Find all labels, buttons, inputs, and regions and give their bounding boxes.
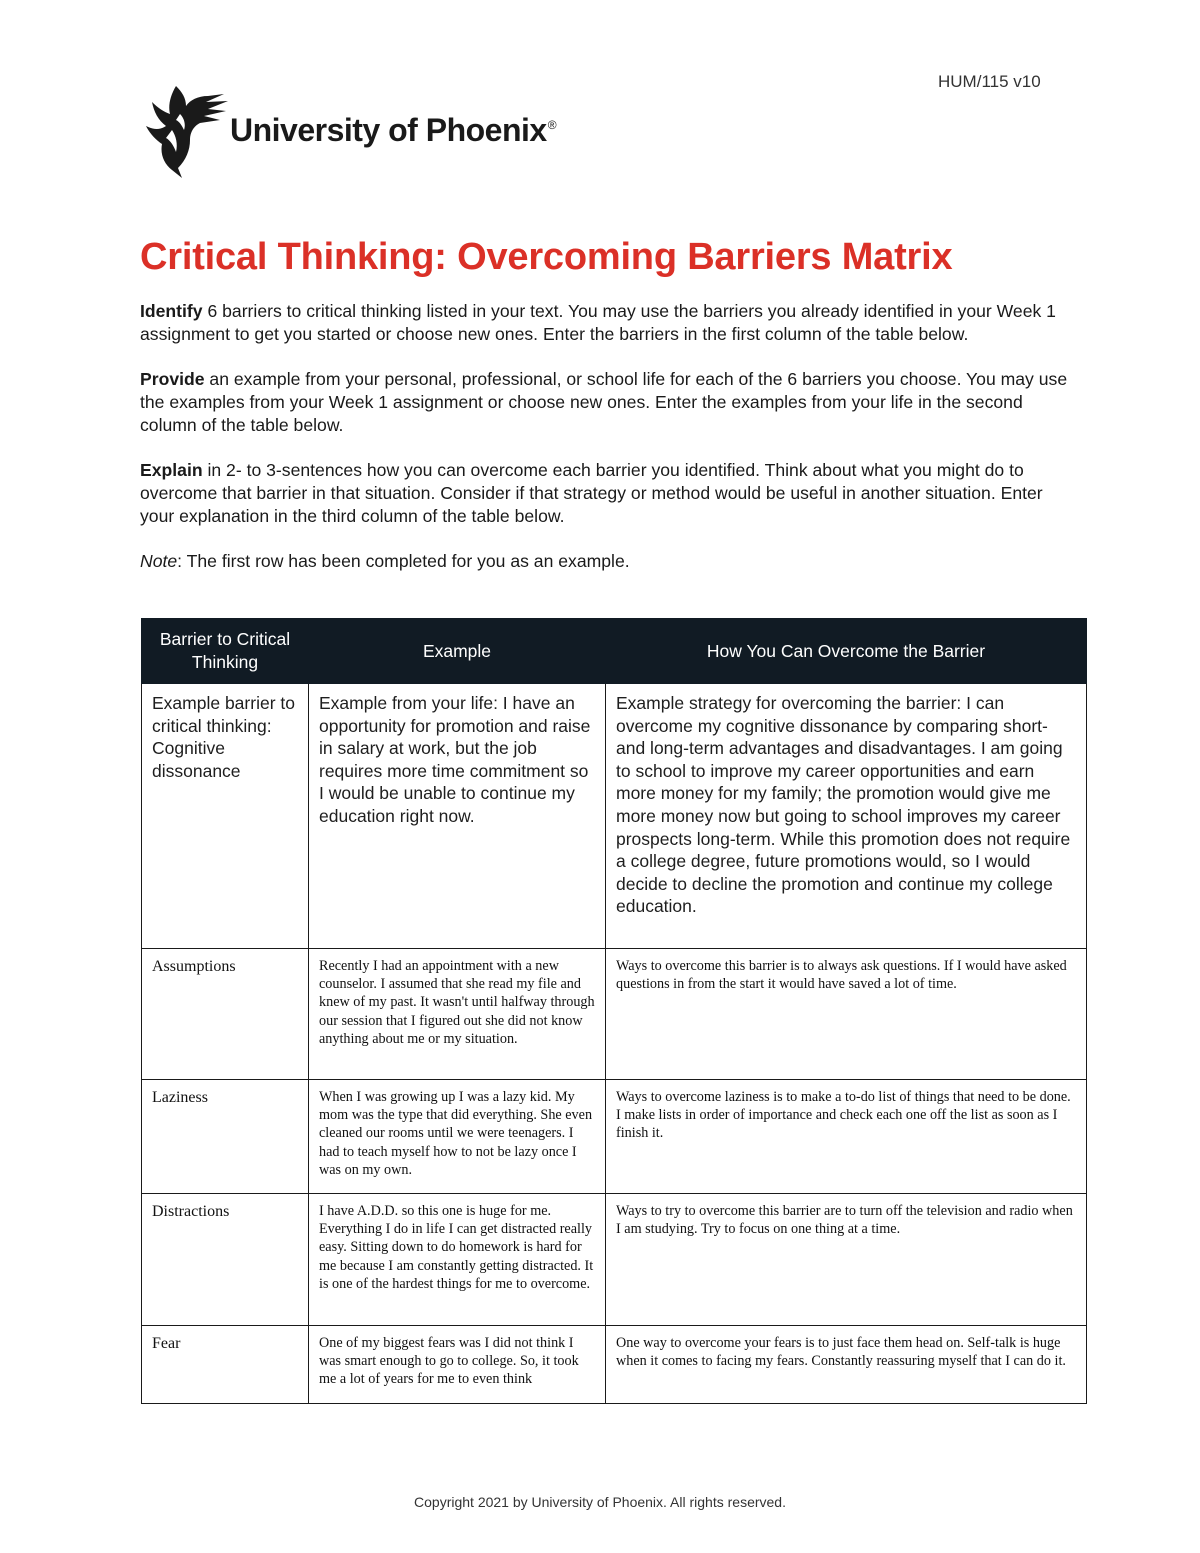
table-row <box>142 1080 1087 1194</box>
logo-wordmark: University of Phoenix® <box>230 112 557 148</box>
instruction-explain: Explain in 2- to 3-sentences how you can overcome each barrier you identified. Think about what you might do to overcome that barrier in that situation. Consider if that strategy or method would be useful in another situation. Enter your explanation in the third column of the table below. <box>140 460 1043 526</box>
cell-barrier[interactable]: Distractions <box>142 1194 309 1326</box>
cell-overcome[interactable]: Ways to overcome this barrier is to always ask questions. If I would have asked questions in from the start it would have saved a lot of time. <box>606 949 1087 1080</box>
cell-barrier[interactable]: Example barrier to critical thinking: Cognitive dissonance <box>142 684 309 949</box>
table-row-example <box>142 684 1087 949</box>
copyright-footer: Copyright 2021 by University of Phoenix. All rights reserved. <box>414 1494 786 1510</box>
cell-example[interactable]: When I was growing up I was a lazy kid. My mom was the type that did everything. She even cleaned our rooms until we were teenagers. I had to teach myself how to not be lazy once I was on my own. <box>309 1080 606 1194</box>
cell-example[interactable]: Example from your life: I have an opportunity for promotion and raise in salary at work, but the job requires more time commitment so I would be unable to continue my education right now. <box>309 684 606 949</box>
phoenix-bird-icon <box>142 84 230 180</box>
cell-barrier[interactable]: Assumptions <box>142 949 309 1080</box>
barriers-matrix-table <box>141 618 1087 1404</box>
page-title: Critical Thinking: Overcoming Barriers Matrix <box>140 236 953 278</box>
instructions <box>140 300 1080 595</box>
university-logo <box>142 84 562 180</box>
cell-barrier[interactable]: Fear <box>142 1326 309 1404</box>
cell-example[interactable]: Recently I had an appointment with a new counselor. I assumed that she read my file and knew of my past. It wasn't until halfway through our session that I figured out she did not know anything about me or my situation. <box>309 949 606 1080</box>
cell-overcome[interactable]: Ways to try to overcome this barrier are to turn off the television and radio when I am studying. Try to focus on one thing at a time. <box>606 1194 1087 1326</box>
cell-overcome[interactable]: Example strategy for overcoming the barrier: I can overcome my cognitive dissonance by comparing short- and long-term advantages and disadvantages. I am going to school to improve my career opportunities and earn more money for my family; the promotion would give me more money now but going to school improves my career prospects long-term. While this promotion does not require a college degree, future promotions would, so I would decide to decline the promotion and continue my college education. <box>606 684 1087 949</box>
table-row <box>142 1326 1087 1404</box>
table-header-row <box>142 619 1087 684</box>
cell-overcome[interactable]: Ways to overcome laziness is to make a to-do list of things that need to be done. I make lists in order of importance and check each one off the list as soon as I finish it. <box>606 1080 1087 1194</box>
cell-example[interactable]: I have A.D.D. so this one is huge for me. Everything I do in life I can get distracted really easy. Sitting down to do homework is hard for me because I am constantly getting distracted. It is one of the hardest things for me to overcome. <box>309 1194 606 1326</box>
header-barrier: Barrier to Critical Thinking <box>142 619 309 684</box>
table-row <box>142 1194 1087 1326</box>
instruction-identify: Identify 6 barriers to critical thinking listed in your text. You may use the barriers you already identified in your Week 1 assignment to get you started or choose new ones. Enter the barriers in the first column of the table below. <box>140 301 1056 344</box>
header-example: Example <box>309 619 606 684</box>
cell-example[interactable]: One of my biggest fears was I did not think I was smart enough to go to college. So, it took me a lot of years for me to even think <box>309 1326 606 1404</box>
instruction-note: Note: The first row has been completed for you as an example. <box>140 551 630 571</box>
course-code: HUM/115 v10 <box>938 72 1041 91</box>
instruction-provide: Provide an example from your personal, professional, or school life for each of the 6 barriers you choose. You may use the examples from your Week 1 assignment or choose new ones. Enter the examples from your life in the second column of the table below. <box>140 369 1068 435</box>
cell-overcome[interactable]: One way to overcome your fears is to just face them head on. Self-talk is huge when it comes to facing my fears. Constantly reassuring myself that I can do it. <box>606 1326 1087 1404</box>
table-row <box>142 949 1087 1080</box>
header-overcome: How You Can Overcome the Barrier <box>606 619 1087 684</box>
cell-barrier[interactable]: Laziness <box>142 1080 309 1194</box>
